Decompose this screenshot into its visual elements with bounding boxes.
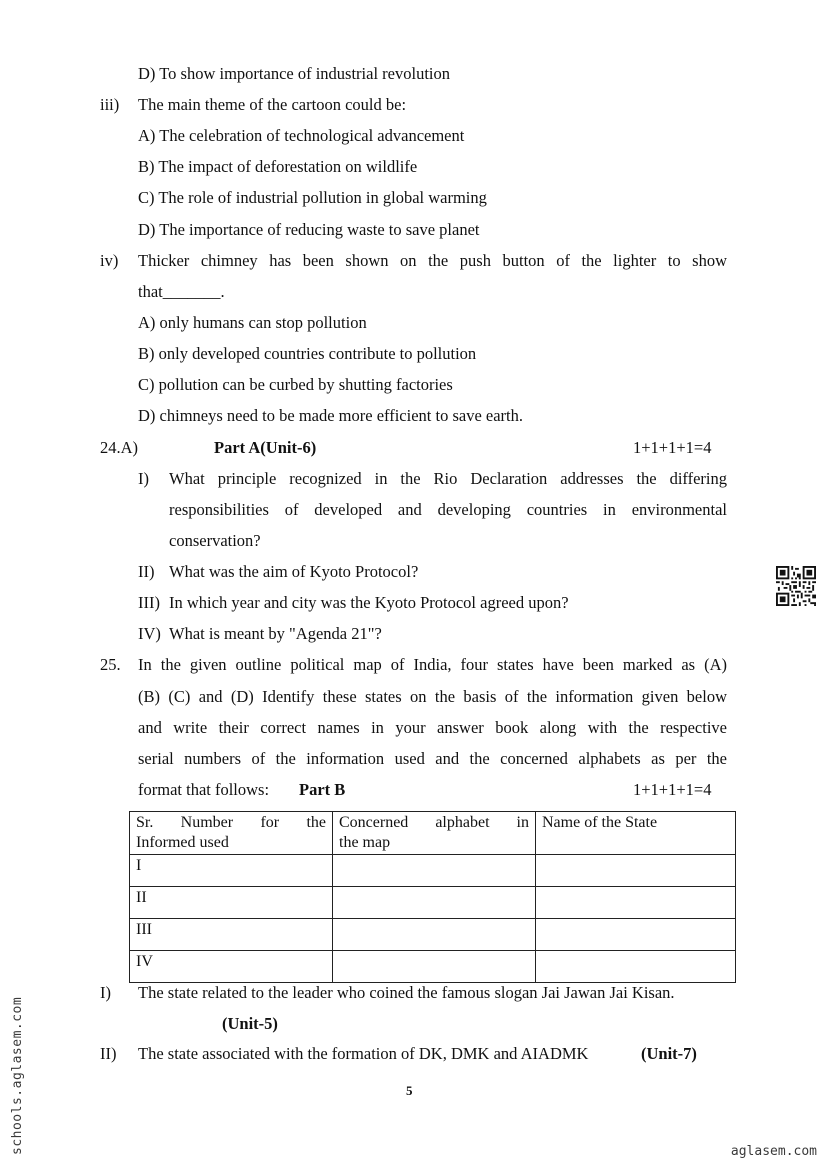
q24-number: 24.A) xyxy=(100,438,139,457)
q25-answer-table xyxy=(129,811,736,983)
row-alphabet-cell xyxy=(333,919,536,951)
q23-iii-number: iii) xyxy=(100,95,120,114)
q24-sub-iv-text: What is meant by "Agenda 21"? xyxy=(169,624,382,643)
row-alphabet-cell xyxy=(333,887,536,919)
q25-item-i-unit: (Unit-5) xyxy=(222,1014,278,1033)
q23-iv-option-b: B) only developed countries contribute to pollution xyxy=(138,344,477,363)
q23-iv-question-line1: Thicker chimney has been shown on the push button of the lighter to show xyxy=(138,251,727,270)
header-alphabet-line1: Concerned alphabet in xyxy=(339,814,529,831)
q23-iii-option-c: C) The role of industrial pollution in global warming xyxy=(138,188,487,207)
row-serial: I xyxy=(130,855,333,887)
q24-sub-ii-text: What was the aim of Kyoto Protocol? xyxy=(169,562,419,581)
row-serial: IV xyxy=(130,951,333,983)
q25-marks: 1+1+1+1=4 xyxy=(633,780,712,799)
q25-line2: (B) (C) and (D) Identify these states on the basis of the information given below xyxy=(138,687,727,706)
q25-item-i-number: I) xyxy=(100,983,111,1002)
table-row xyxy=(130,919,736,951)
table-header-serial xyxy=(130,812,333,855)
q23-iv-option-c: C) pollution can be curbed by shutting factories xyxy=(138,375,453,394)
q25-item-ii-text: The state associated with the formation of DK, DMK and AIADMK xyxy=(138,1044,589,1063)
q25-item-i-text: The state related to the leader who coined the famous slogan Jai Jawan Jai Kisan. xyxy=(138,983,675,1002)
q24-title: Part A(Unit-6) xyxy=(214,438,317,457)
q23-iv-option-d: D) chimneys need to be made more efficient to save earth. xyxy=(138,406,524,425)
q25-item-ii-unit: (Unit-7) xyxy=(641,1044,697,1063)
header-serial-line2: Informed used xyxy=(136,834,229,851)
q23-iv-option-a: A) only humans can stop pollution xyxy=(138,313,367,332)
page-number: 5 xyxy=(406,1083,413,1098)
q25-line4: serial numbers of the information used and the concerned alphabets as per the xyxy=(138,749,727,768)
q24-sub-iii-text: In which year and city was the Kyoto Protocol agreed upon? xyxy=(169,593,569,612)
q23-iii-question: The main theme of the cartoon could be: xyxy=(138,95,407,114)
q25-line3: and write their correct names in your answer book along with the respective xyxy=(138,718,727,737)
row-serial: III xyxy=(130,919,333,951)
q24-sub-i-line1: What principle recognized in the Rio Declaration addresses the differing xyxy=(169,469,727,488)
header-alphabet-line2: the map xyxy=(339,834,391,851)
q24-sub-iv-number: IV) xyxy=(138,624,161,643)
row-alphabet-cell xyxy=(333,951,536,983)
q24-sub-iii-number: III) xyxy=(138,593,160,612)
header-serial-line1: Sr. Number for the xyxy=(136,814,326,831)
q23-ii-option-d: D) To show importance of industrial revolution xyxy=(138,64,450,83)
q25-line5-prefix: format that follows: xyxy=(138,780,270,799)
q23-iv-question-line2: that_______. xyxy=(138,282,225,301)
table-row xyxy=(130,951,736,983)
q23-iii-option-d: D) The importance of reducing waste to save planet xyxy=(138,220,480,239)
q23-iii-option-a: A) The celebration of technological advancement xyxy=(138,126,465,145)
q24-marks: 1+1+1+1=4 xyxy=(633,438,712,457)
q24-sub-i-line2: responsibilities of developed and developing countries in environmental xyxy=(169,500,727,519)
row-state-cell xyxy=(536,919,736,951)
q25-line1: In the given outline political map of India, four states have been marked as (A) xyxy=(138,655,727,674)
row-serial: II xyxy=(130,887,333,919)
q24-sub-i-number: I) xyxy=(138,469,149,488)
header-state-line1: Name of the State xyxy=(542,814,658,831)
table-header-state xyxy=(536,812,736,855)
row-state-cell xyxy=(536,887,736,919)
q25-number: 25. xyxy=(100,655,121,674)
row-alphabet-cell xyxy=(333,855,536,887)
table-row xyxy=(130,887,736,919)
q23-iv-number: iv) xyxy=(100,251,119,270)
row-state-cell xyxy=(536,855,736,887)
q25-part-label: Part B xyxy=(299,780,346,799)
side-watermark: schools.aglasem.com xyxy=(10,996,25,1155)
table-row xyxy=(130,855,736,887)
row-state-cell xyxy=(536,951,736,983)
table-header-row xyxy=(130,812,736,855)
q24-sub-i-line3: conservation? xyxy=(169,531,261,550)
footer-watermark: aglasem.com xyxy=(730,1144,817,1159)
q25-item-ii-number: II) xyxy=(100,1044,117,1063)
q23-iii-option-b: B) The impact of deforestation on wildlife xyxy=(138,157,418,176)
table-header-alphabet xyxy=(333,812,536,855)
q24-sub-ii-number: II) xyxy=(138,562,155,581)
qr-code-icon xyxy=(776,566,816,606)
